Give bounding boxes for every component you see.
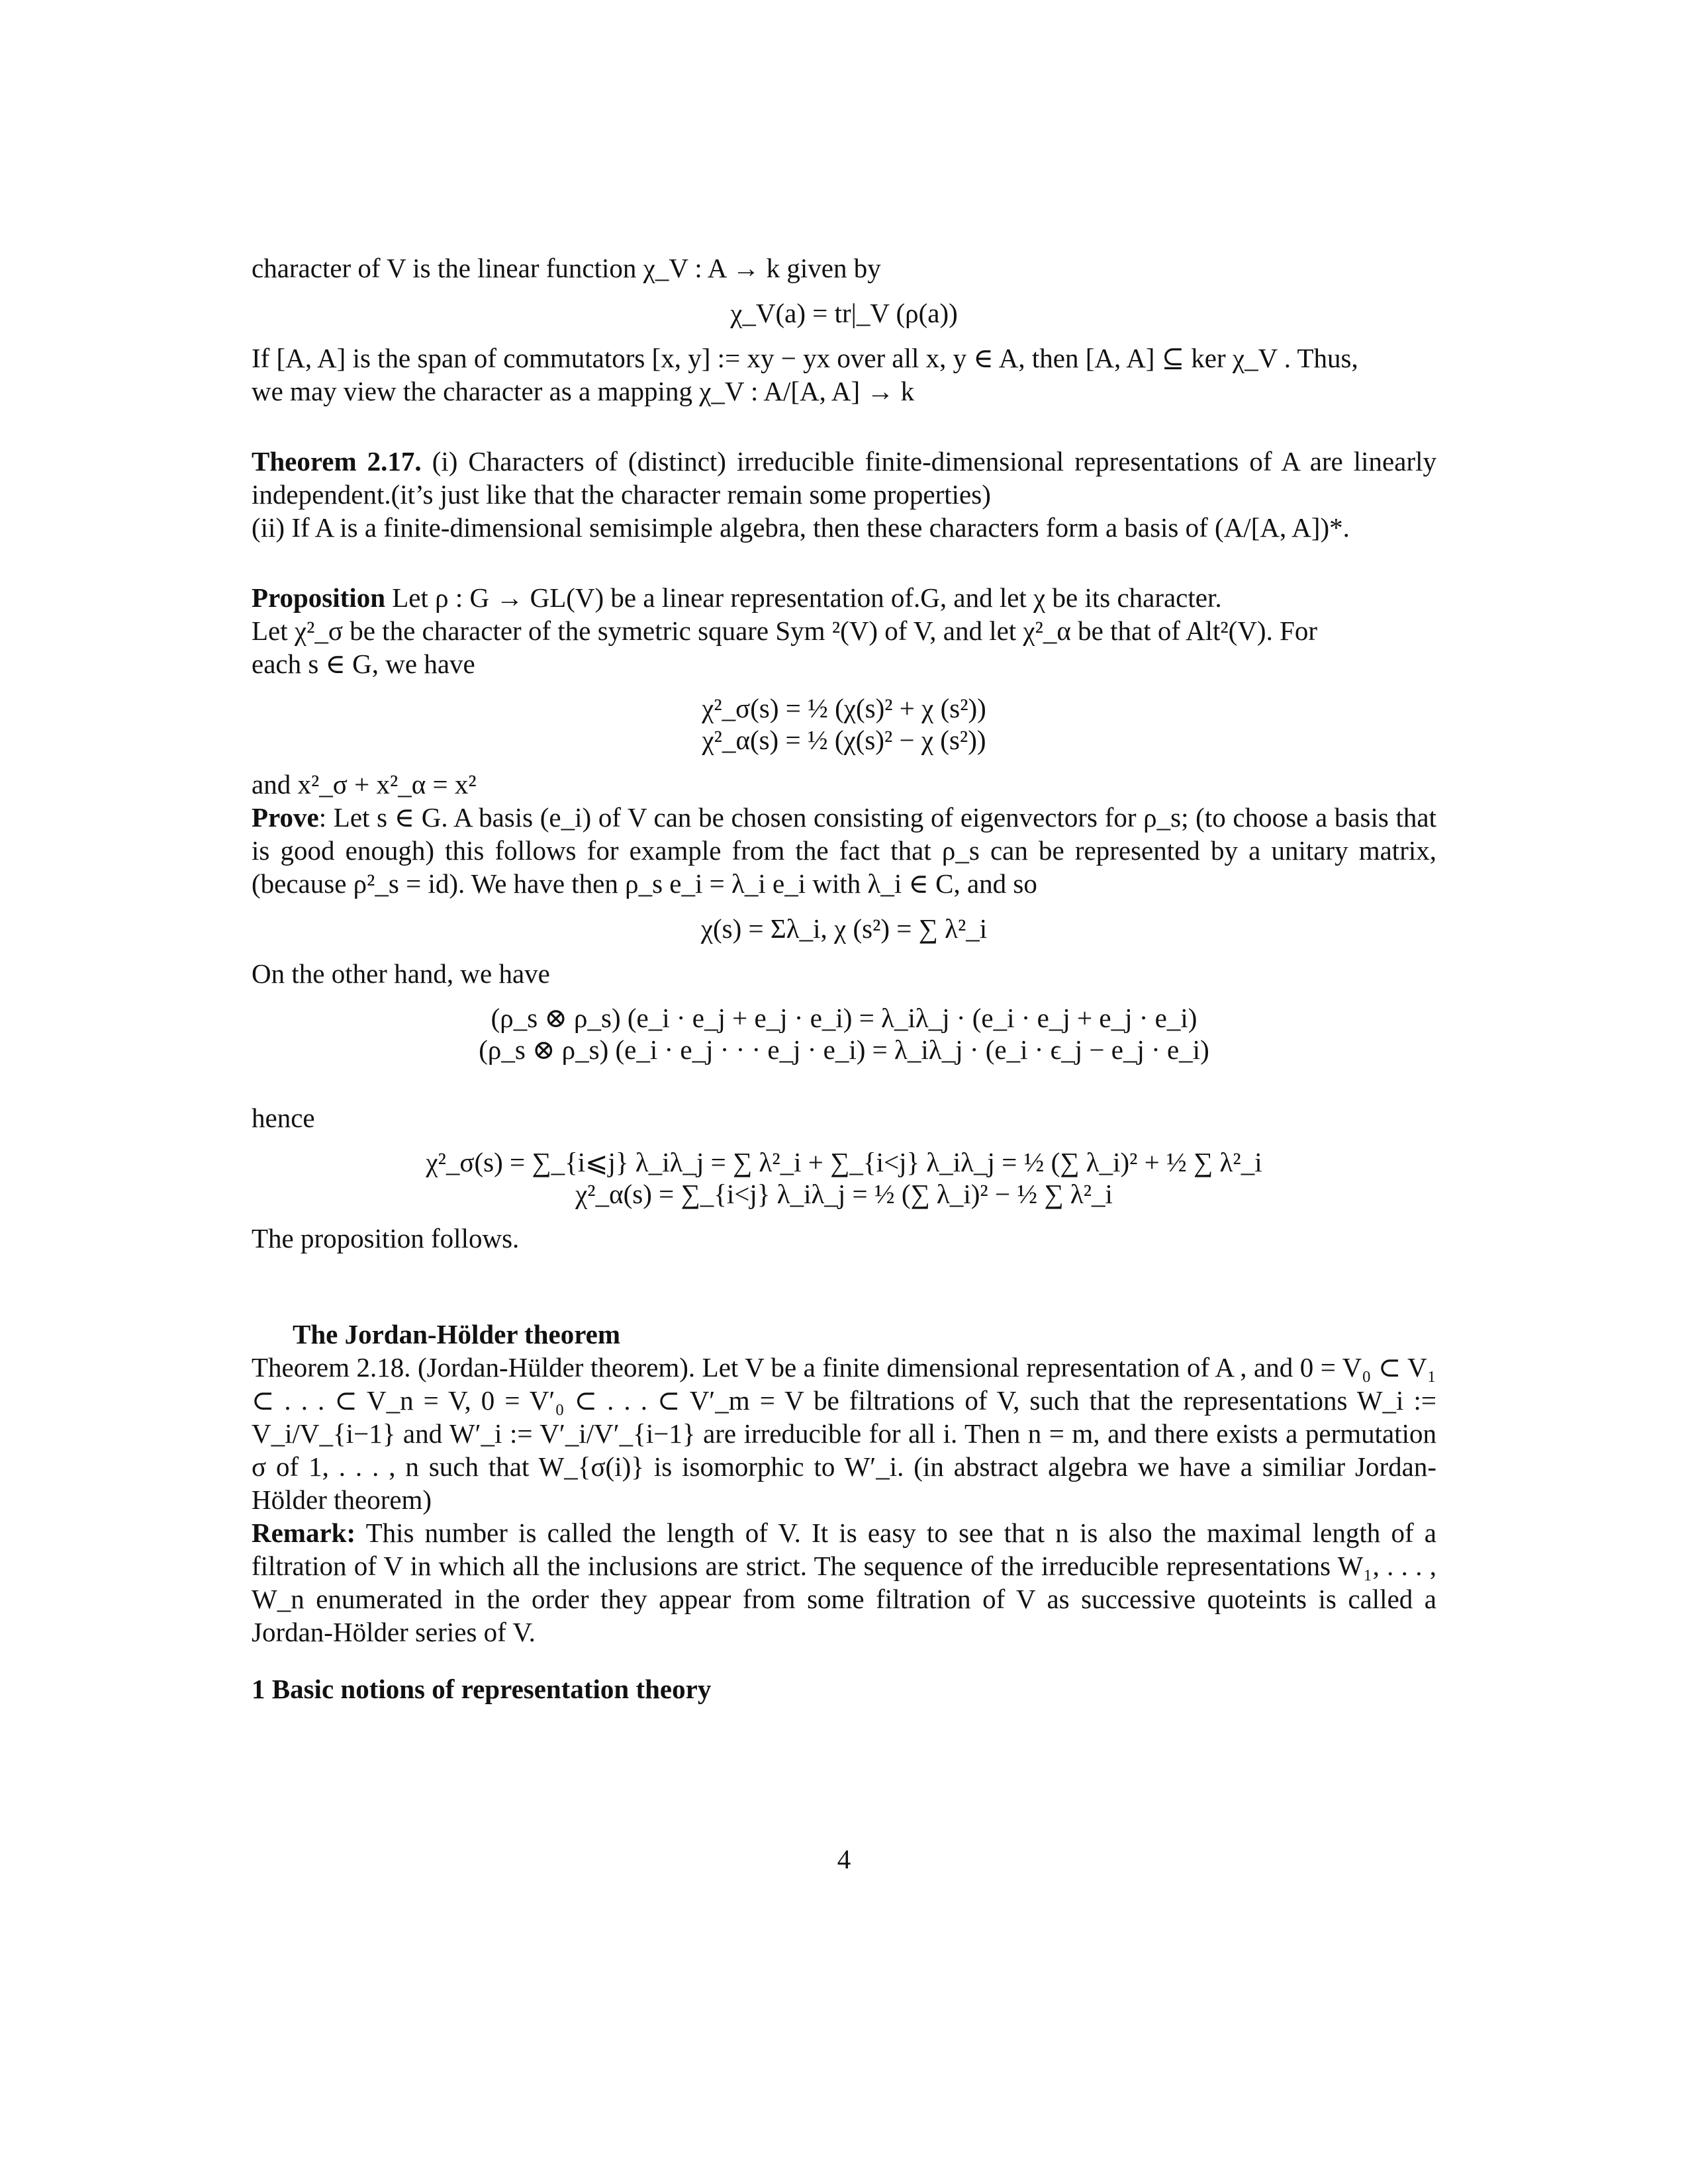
remark-label: Remark: [252,1518,356,1548]
theorem-2-17-label: Theorem 2.17. [252,446,422,477]
proof-label: Prove [252,802,319,833]
jordan-holder-heading: The Jordan-Hölder theorem [293,1319,621,1349]
proof-text: : Let s ∈ G. A basis (e_i) of V can be chosen consisting of eigenvectors for ρ_s; (to choose a basis that is good enough) this follows for example from the fact that ρ_s can be represented by a unitary matrix,(because ρ²_s = id). We have then ρ_s e_i = λ_i e_i with λ_i ∈ C, and so [252,802,1436,899]
theorem-2-17-part-ii: (ii) If A is a finite-dimensional semisimple algebra, then these characters form a basis of (A/[A, A])*. [252,512,1350,543]
tensor-equation-1: (ρ_s ⊗ ρ_s) (e_i · e_j + e_j · e_i) = λ_iλ_j · (e_i · e_j + e_j · e_i) [491,1003,1197,1033]
theorem-2-17-text: (i) Characters of (distinct) irreducible finite-dimensional representations of A are linearly independent.(it’s just like that the character remain some properties) [252,446,1436,510]
other-hand-line: On the other hand, we have [252,958,550,989]
proposition [252,581,1436,614]
proposition-label: Proposition [252,582,385,613]
final-equation-sigma: χ²_σ(s) = ∑_{i⩽j} λ_iλ_j = ∑ λ²_i + ∑_{i<j} λ_iλ_j = ½ (∑ λ_i)² + ½ ∑ λ²_i [426,1147,1262,1177]
proposition-text-2: Let χ²_σ be the character of the symetric square Sym ²(V) of V, and let χ²_α be that of Alt²(V). For [252,615,1318,646]
sigma-equation: χ²_σ(s) = ½ (χ(s)² + χ (s²)) [702,693,986,723]
proof [252,801,1436,900]
final-equation-alpha: χ²_α(s) = ∑_{i<j} λ_iλ_j = ½ (∑ λ_i)² − ½ ∑ λ²_i [575,1179,1113,1209]
final-equations [252,1146,1436,1210]
sum-of-squares-line: and x²_σ + x²_α = x² [252,769,477,799]
theorem-2-17 [252,445,1436,511]
commutator-line-1: If [A, A] is the span of commutators [x, y] := xy − yx over all x, y ∈ A, then [A, A] ⊆ ker χ_V . Thus, [252,343,1358,373]
eigenvalue-sum-equation: χ(s) = Σλ_i, χ (s²) = ∑ λ²_i [700,913,988,944]
document-page [252,251,1436,1706]
commutator-line-2: we may view the character as a mapping χ_V : A/[A, A] → k [252,376,915,406]
remark-text: This number is called the length of V. It is easy to see that n is also the maximal length of a filtration of V in which all the inclusions are strict. The sequence of the irreducible representations W₁, . . . , W_n enumerated in the order they appear from some filtration of V as successive quoteints is called a Jordan-Hölder series of V. [252,1518,1436,1647]
proposition-follows-line: The proposition follows. [252,1223,520,1253]
hence-line: hence [252,1103,315,1133]
character-definition-line: character of V is the linear function χ_V : A → k given by [252,253,881,283]
alpha-equation: χ²_α(s) = ½ (χ(s)² − χ (s²)) [702,725,986,755]
tensor-equations [252,1002,1436,1066]
tensor-equation-2: (ρ_s ⊗ ρ_s) (e_i · e_j · · · e_j · e_i) = λ_iλ_j · (e_i · ϵ_j − e_j · e_i) [479,1034,1209,1065]
proposition-text-3: each s ∈ G, we have [252,649,475,679]
character-equation: χ_V(a) = tr|_V (ρ(a)) [730,298,958,328]
section-heading: 1 Basic notions of representation theory [252,1674,712,1704]
proposition-text-1: Let ρ : G → GL(V) be a linear representation of.G, and let χ be its character. [385,582,1222,613]
symmetric-alternating-equations [252,692,1436,756]
page-number: 4 [837,1844,851,1874]
theorem-2-18: Theorem 2.18. (Jordan-Hülder theorem). Let V be a finite dimensional representation of A , and 0 = V₀ ⊂ V₁ ⊂ . . . ⊂ V_n = V, 0 = V′₀ ⊂ . . . ⊂ V′_m = V be filtrations of V, such that the representations W_i := V_i/V_{i−1} and W′_i := V′_i/V′_{i−1} are irreducible for all i. Then n = m, and there exists a permutation σ of 1, . . . , n such that W_{σ(i)} is isomorphic to W′_i. (in abstract algebra we have a similiar Jordan-Hölder theorem) [252,1352,1436,1515]
remark [252,1516,1436,1649]
